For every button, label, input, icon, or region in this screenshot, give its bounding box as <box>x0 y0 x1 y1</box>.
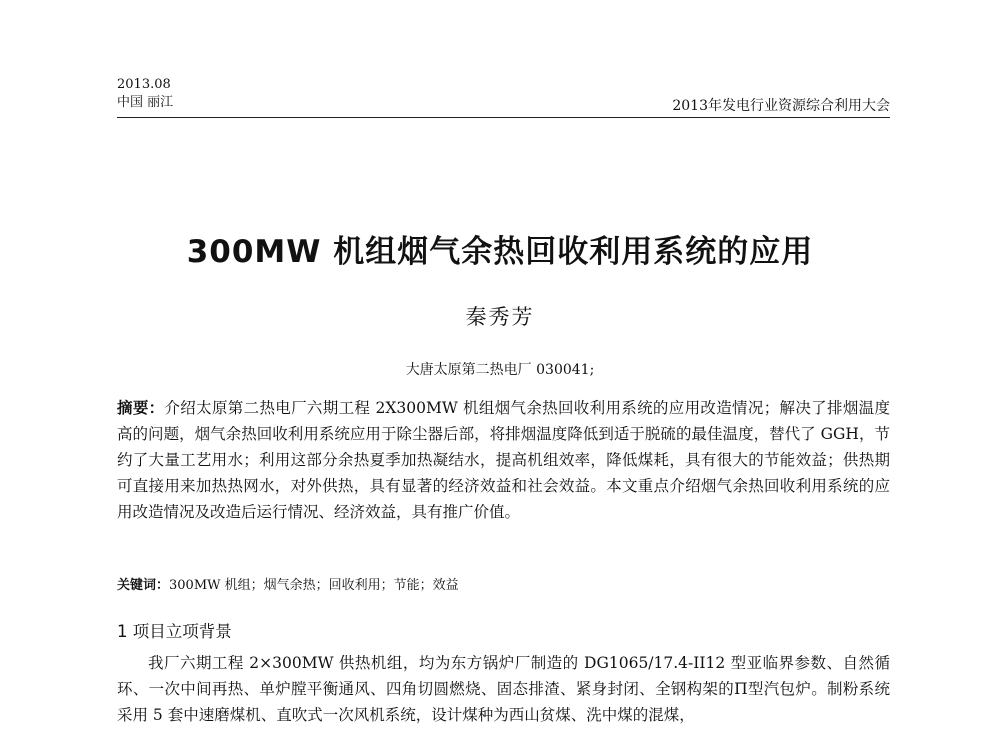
header-location: 中国 丽江 <box>117 95 174 110</box>
body-paragraph: 我厂六期工程 2×300MW 供热机组，均为东方锅炉厂制造的 DG1065/17.4-II12 型亚临界参数、自然循环、一次中间再热、单炉膛平衡通风、四角切圆燃烧、固态排渣、紧身封闭、全钢构架的Π型汽包炉。制粉系统采用 5 套中速磨煤机、直吹式一次风机系统，设计煤种为西山贫煤、洗中煤的混煤， <box>117 654 890 724</box>
keywords-text: 300MW 机组；烟气余热；回收利用；节能；效益 <box>169 578 459 593</box>
keywords <box>117 577 890 595</box>
header-date: 2013.08 <box>117 77 171 92</box>
paper-title: 300MW 机组烟气余热回收利用系统的应用 <box>186 234 814 270</box>
keywords-label: 关键词： <box>117 578 170 593</box>
affiliation: 大唐太原第二热电厂 030041; <box>405 362 595 378</box>
section-heading: 1 项目立项背景 <box>117 622 232 641</box>
header-conference: 2013年发电行业资源综合利用大会 <box>672 98 890 114</box>
abstract <box>117 395 890 525</box>
header-rule <box>117 117 890 118</box>
abstract-text: 介绍太原第二热电厂六期工程 2X300MW 机组烟气余热回收利用系统的应用改造情况；解决了排烟温度高的问题，烟气余热回收利用系统应用于除尘器后部，将排烟温度降低到适于脱硫的最佳温度，替代了 GGH，节约了大量工艺用水；利用这部分余热夏季加热凝结水，提高机组效率，降低煤耗，具有很大的节能效益；供热期可直接用来加热热网水，对外供热，具有显著的经济效益和社会效益。本文重点介绍烟气余热回收利用系统的应用改造情况及改造后运行情况、经济效益，具有推广价值。 <box>117 399 890 521</box>
author: 秦秀芳 <box>465 305 535 329</box>
abstract-label: 摘要： <box>117 398 165 417</box>
